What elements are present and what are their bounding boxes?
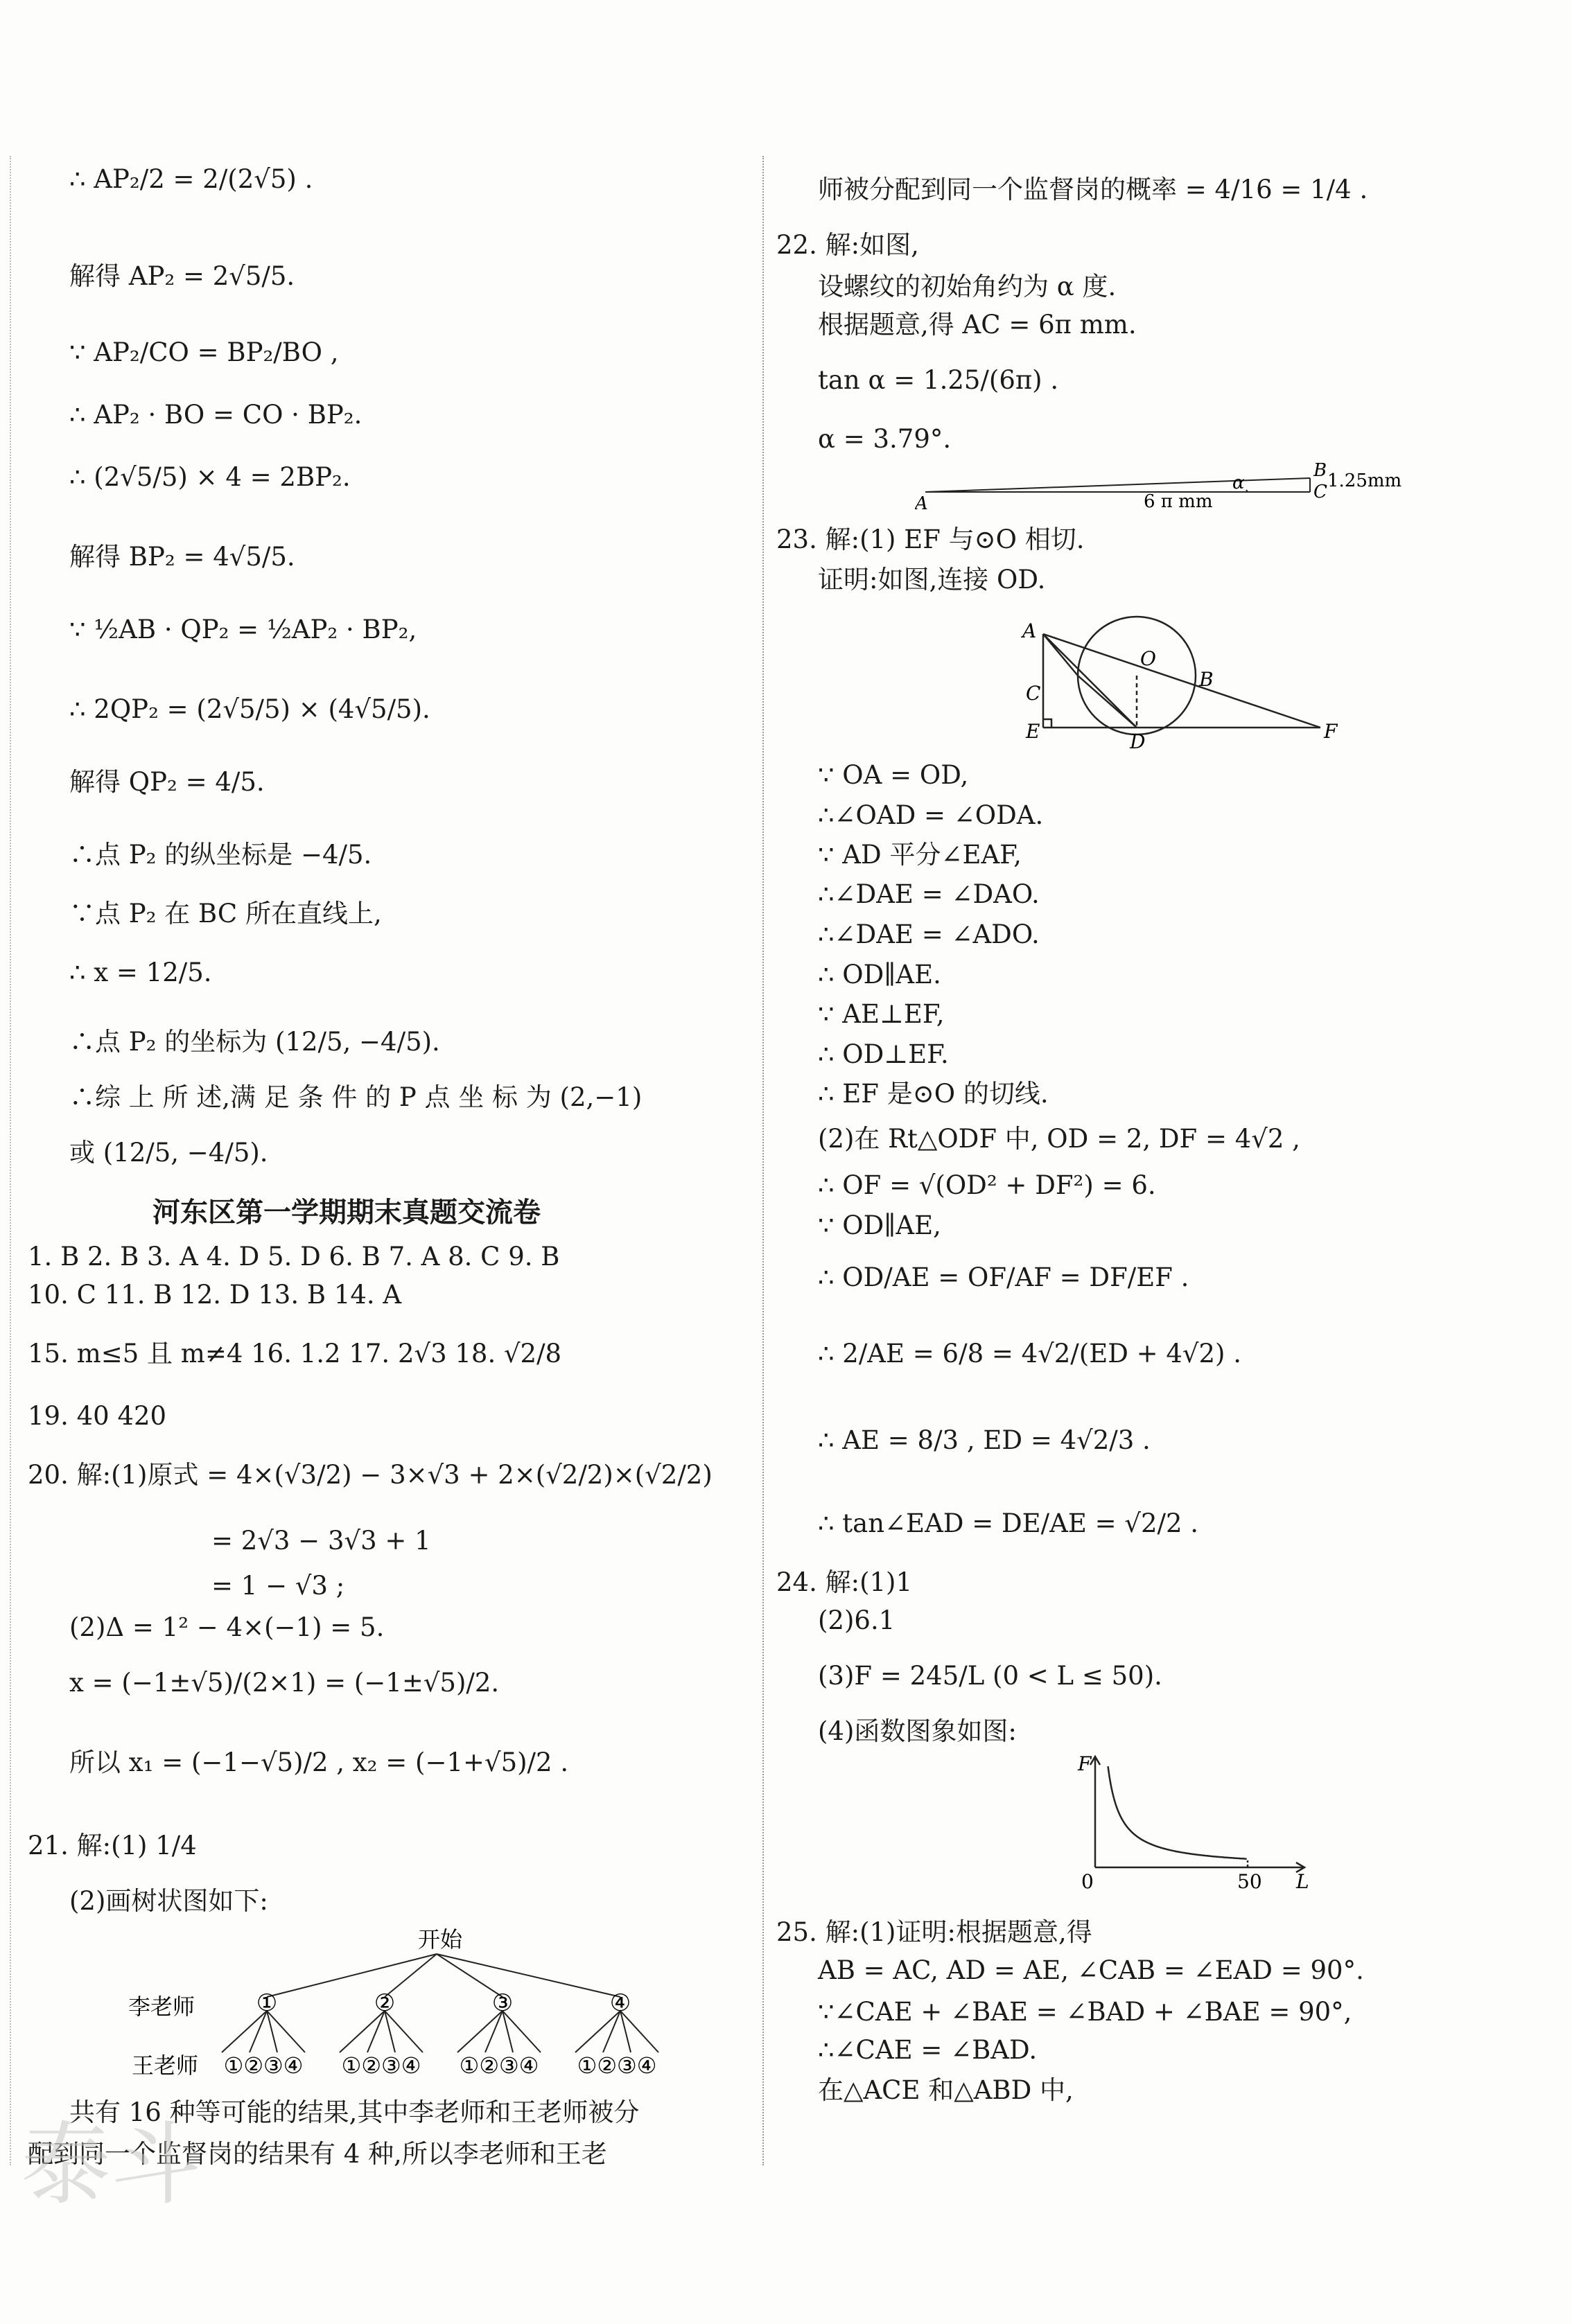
tree-level-label: 李老师 bbox=[128, 1993, 195, 2020]
line: ∴ AE = 8/3 , ED = 4√2/3 . bbox=[818, 1425, 1151, 1455]
point-label: A bbox=[915, 493, 928, 513]
line: tan α = 1.25/(6π) . bbox=[818, 365, 1059, 395]
line: ∵ OD∥AE, bbox=[818, 1211, 941, 1240]
line: ∴∠OAD = ∠ODA. bbox=[818, 800, 1044, 830]
line: 解得 QP₂ = 4/5. bbox=[69, 767, 265, 797]
point-label: E bbox=[1026, 720, 1040, 743]
tree-node: ④ bbox=[609, 1989, 631, 2017]
line: ∴ AP₂ · BO = CO · BP₂. bbox=[69, 400, 363, 430]
line: ∴综 上 所 述,满 足 条 件 的 P 点 坐 标 为 (2,−1) bbox=[69, 1082, 643, 1112]
point-label: C bbox=[1313, 482, 1327, 502]
line: 设螺纹的初始角约为 α 度. bbox=[818, 272, 1117, 301]
line: α = 3.79°. bbox=[818, 424, 952, 454]
length-label: 6 π mm bbox=[1144, 491, 1213, 512]
axis-label: 0 bbox=[1081, 1870, 1094, 1893]
line: ∵ AD 平分∠EAF, bbox=[818, 840, 1022, 870]
tree-root: 开始 bbox=[417, 1926, 463, 1953]
left-margin-rule bbox=[10, 156, 11, 2165]
column-divider bbox=[762, 156, 764, 2165]
tree-leaves: ①②③④ bbox=[577, 2052, 657, 2079]
line: 共有 16 种等可能的结果,其中李老师和王老师被分 bbox=[69, 2097, 640, 2127]
point-label: A bbox=[1022, 619, 1037, 642]
circle-tangent-figure bbox=[1012, 610, 1372, 755]
axis-label: F bbox=[1078, 1752, 1092, 1775]
line: 21. 解:(1) 1/4 bbox=[28, 1831, 197, 1860]
line: ∵ AP₂/CO = BP₂/BO , bbox=[69, 337, 339, 367]
line: 在△ACE 和△ABD 中, bbox=[818, 2075, 1074, 2105]
line: ∴ 2QP₂ = (2√5/5) × (4√5/5). bbox=[69, 694, 430, 724]
line: (2)在 Rt△ODF 中, OD = 2, DF = 4√2 , bbox=[818, 1124, 1300, 1154]
tree-level-label: 王老师 bbox=[132, 2052, 199, 2079]
answer-row: 19. 40 420 bbox=[28, 1401, 167, 1431]
section-title: 河东区第一学期期末真题交流卷 bbox=[152, 1196, 541, 1229]
point-label: D bbox=[1130, 730, 1146, 753]
line: ∴点 P₂ 的坐标为 (12/5, −4/5). bbox=[69, 1027, 440, 1057]
answer-row: 15. m≤5 且 m≠4 16. 1.2 17. 2√3 18. √2/8 bbox=[28, 1339, 562, 1368]
line: (4)函数图象如图: bbox=[818, 1716, 1017, 1746]
tree-leaves: ①②③④ bbox=[341, 2052, 421, 2079]
line: (2)画树状图如下: bbox=[69, 1886, 268, 1916]
line: ∴∠DAE = ∠ADO. bbox=[818, 919, 1040, 949]
point-label: B bbox=[1313, 460, 1327, 481]
line: 22. 解:如图, bbox=[776, 230, 919, 260]
tree-node: ② bbox=[374, 1989, 396, 2017]
line: ∵ ½AB · QP₂ = ½AP₂ · BP₂, bbox=[69, 615, 417, 644]
function-graph bbox=[1067, 1750, 1317, 1902]
length-label: 1.25mm bbox=[1327, 470, 1402, 491]
line: 根据题意,得 AC = 6π mm. bbox=[818, 310, 1137, 340]
line: 24. 解:(1)1 bbox=[776, 1567, 913, 1597]
line: ∴ EF 是⊙O 的切线. bbox=[818, 1079, 1049, 1109]
line: ∴∠DAE = ∠DAO. bbox=[818, 879, 1040, 909]
angle-label: α bbox=[1232, 473, 1245, 493]
line: 20. 解:(1)原式 = 4×(√3/2) − 3×√3 + 2×(√2/2)×(√2/2) bbox=[28, 1460, 713, 1490]
line: ∴ 2/AE = 6/8 = 4√2/(ED + 4√2) . bbox=[818, 1339, 1242, 1368]
line: AB = AC, AD = AE, ∠CAB = ∠EAD = 90°. bbox=[818, 1955, 1364, 1985]
line: ∴ x = 12/5. bbox=[69, 958, 212, 987]
watermark: 泰斗 bbox=[21, 2112, 202, 2217]
line: ∴ OF = √(OD² + DF²) = 6. bbox=[818, 1170, 1156, 1200]
answer-row: 10. C 11. B 12. D 13. B 14. A bbox=[28, 1280, 402, 1310]
tree-leaves: ①②③④ bbox=[459, 2052, 539, 2079]
line: (3)F = 245/L (0 < L ≤ 50). bbox=[818, 1661, 1162, 1691]
tree-node: ③ bbox=[491, 1989, 514, 2017]
line: 解得 BP₂ = 4√5/5. bbox=[69, 542, 295, 572]
line: = 2√3 − 3√3 + 1 bbox=[211, 1526, 431, 1556]
line: ∴点 P₂ 的纵坐标是 −4/5. bbox=[69, 840, 372, 870]
line: ∵点 P₂ 在 BC 所在直线上, bbox=[69, 899, 382, 928]
tree-leaves: ①②③④ bbox=[223, 2052, 304, 2079]
line: ∵ AE⊥EF, bbox=[818, 999, 945, 1029]
line: 23. 解:(1) EF 与⊙O 相切. bbox=[776, 525, 1085, 554]
answer-row: 1. B 2. B 3. A 4. D 5. D 6. B 7. A 8. C 9. B bbox=[28, 1242, 560, 1271]
line: = 1 − √3 ; bbox=[211, 1571, 345, 1601]
line: ∴ tan∠EAD = DE/AE = √2/2 . bbox=[818, 1508, 1199, 1538]
line: ∵∠CAE + ∠BAE = ∠BAD + ∠BAE = 90°, bbox=[818, 1997, 1352, 2027]
line: ∴ (2√5/5) × 4 = 2BP₂. bbox=[69, 462, 351, 492]
line: (2)6.1 bbox=[818, 1605, 896, 1635]
line: ∴∠CAE = ∠BAD. bbox=[818, 2035, 1038, 2065]
thread-angle-figure bbox=[915, 457, 1442, 513]
point-label: F bbox=[1324, 720, 1338, 743]
point-label: B bbox=[1199, 668, 1214, 691]
line: ∵ OA = OD, bbox=[818, 760, 969, 790]
line: 所以 x₁ = (−1−√5)/2 , x₂ = (−1+√5)/2 . bbox=[69, 1748, 569, 1777]
line: 解得 AP₂ = 2√5/5. bbox=[69, 261, 295, 291]
line: ∴ OD⊥EF. bbox=[818, 1039, 949, 1069]
line: ∴ OD∥AE. bbox=[818, 960, 941, 989]
line: ∴ AP₂/2 = 2/(2√5) . bbox=[69, 164, 313, 194]
axis-label: 50 bbox=[1237, 1870, 1262, 1893]
line: 25. 解:(1)证明:根据题意,得 bbox=[776, 1917, 1092, 1947]
point-label: C bbox=[1026, 682, 1041, 705]
tree-diagram bbox=[125, 1919, 735, 2086]
axis-label: L bbox=[1296, 1870, 1309, 1893]
line: 师被分配到同一个监督岗的概率 = 4/16 = 1/4 . bbox=[818, 175, 1368, 204]
line: (2)Δ = 1² − 4×(−1) = 5. bbox=[69, 1612, 385, 1642]
line: ∴ OD/AE = OF/AF = DF/EF . bbox=[818, 1262, 1189, 1292]
line: 或 (12/5, −4/5). bbox=[69, 1138, 268, 1168]
line: 配到同一个监督岗的结果有 4 种,所以李老师和王老 bbox=[28, 2139, 607, 2169]
line: 证明:如图,连接 OD. bbox=[818, 565, 1046, 595]
point-label: O bbox=[1140, 647, 1156, 670]
tree-node: ① bbox=[256, 1989, 278, 2017]
line: x = (−1±√5)/(2×1) = (−1±√5)/2. bbox=[69, 1668, 500, 1698]
